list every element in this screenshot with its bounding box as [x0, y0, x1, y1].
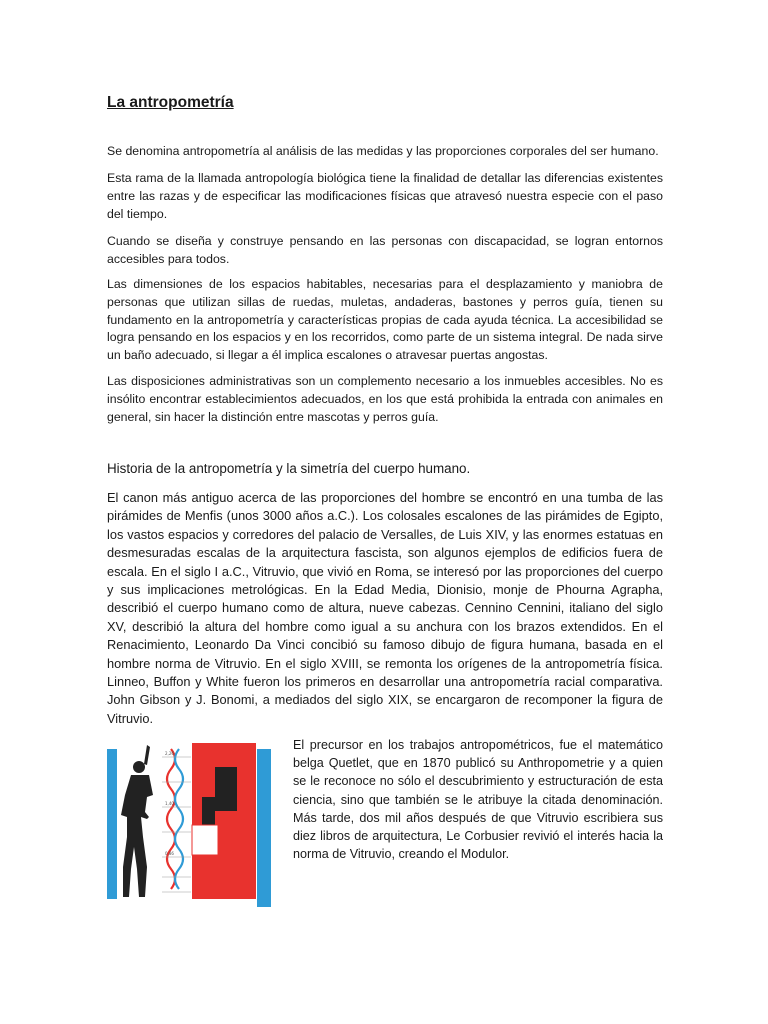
history-heading: Historia de la antropometría y la simetría del cuerpo humano.: [107, 461, 471, 476]
svg-text:2,26: 2,26: [165, 751, 174, 756]
paragraph-4: Las dimensiones de los espacios habitables, necesarias para el desplazamiento y maniobra de personas que utilizan sillas de ruedas, muletas, andaderas, bastones y perros guía, tienen su fundamento en la antropometría y características propias de cada ayuda técnica. La accesibilidad se logra pensando en los espacios y en los recorridos, como parte de un sistema integral. De nada sirve un baño adecuado, si llegar a él implica escalones o atravesar puertas angostas.: [107, 277, 663, 363]
paragraph-1: Se denomina antropometría al análisis de las medidas y las proporciones corporales del ser humano.: [107, 144, 659, 158]
svg-text:1,40: 1,40: [165, 801, 174, 806]
paragraph-3: Cuando se diseña y construye pensando en las personas con discapacidad, se logran entornos accesibles para todos.: [107, 234, 663, 266]
paragraph-5: Las disposiciones administrativas son un complemento necesario a los inmuebles accesibles. No es insólito encontrar establecimientos adecuados, en los que está prohibida la entrada con animales en general, sin hacer la distinción entre mascotas y perros guía.: [107, 374, 663, 424]
page-title: La antropometría: [107, 94, 234, 111]
modulor-figure-icon: [107, 737, 272, 907]
history-paragraph: El canon más antiguo acerca de las proporciones del hombre se encontró en una tumba de las pirámides de Menfis (unos 3000 años a.C.). Los colosales escalones de las pirámides de Egipto, los vastos espacios y corredores del palacio de Versalles, de Luis XIV, y las enormes estatuas en desmesuradas escalas de la arquitectura fascista, son algunos ejemplos de edificios fuera de escala. En el siglo I a.C., Vitruvio, que vivió en Roma, se interesó por las proporciones del cuerpo y sus implicaciones metrológicas. En la Edad Media, Dionisio, monje de Phourna Agrapha, describió el cuerpo humano como de altura, nueve cabezas. Cennino Cennini, italiano del siglo XV, describió la altura del hombre como igual a su anchura con los brazos extendidos. En el Renacimiento, Leonardo Da Vinci concibió su famoso dibujo de figura humana, basada en el hombre norma de Vitruvio. En el siglo XVIII, se remonta los orígenes de la antropometría física. Linneo, Buffon y White fueron los primeros en desarrollar una antropometría racial comparativa. John Gibson y J. Bonomi, a mediados del siglo XIX, se encargaron de recomponer la figura de Vitruvio.: [107, 490, 663, 726]
svg-text:0,86: 0,86: [165, 851, 174, 856]
paragraph-2: Esta rama de la llamada antropología biológica tiene la finalidad de detallar las diferencias existentes entre las razas y de especificar las modificaciones físicas que atravesó nuestra especie con el paso del tiempo.: [107, 171, 663, 221]
modulor-paragraph: El precursor en los trabajos antropométricos, fue el matemático belga Quetlet, que en 1870 publicó su Anthropometrie y a quien se le reconoce no sólo el descubrimiento y estructuración de esta ciencia, sino que también se le atribuye la citada denominación. Más tarde, dos mil años después de que Vitruvio escribiera sus diez libros de arquitectura, Le Corbusier revivió el interés hacia la norma de Vitruvio, creando el Modulor.: [293, 738, 663, 862]
